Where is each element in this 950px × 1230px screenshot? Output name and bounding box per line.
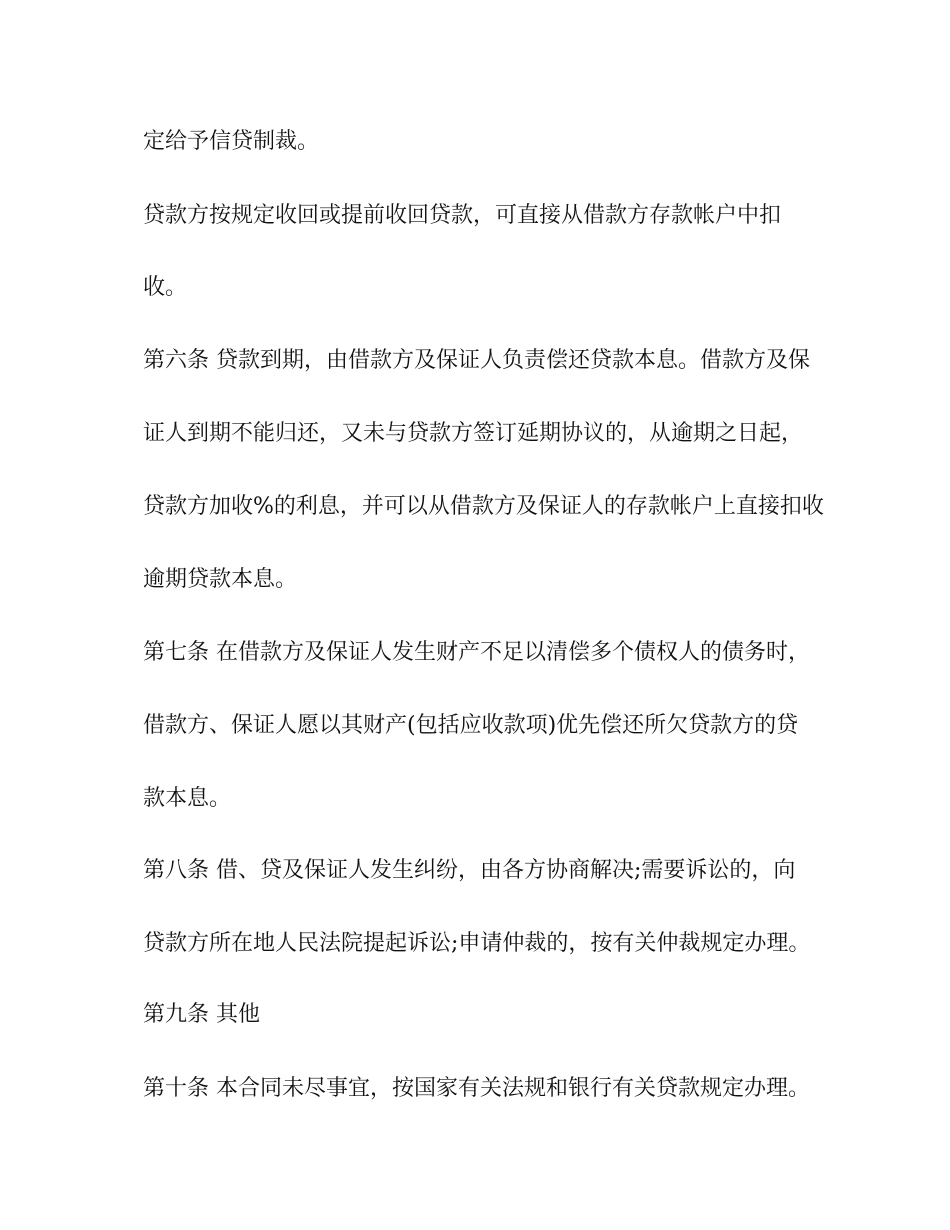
text-line: 逾期贷款本息。 (143, 567, 298, 592)
text-line: 借款方、保证人愿以其财产(包括应收款项)优先偿还所欠贷款方的贷 (143, 713, 799, 738)
text-line: 贷款方加收%的利息，并可以从借款方及保证人的存款帐户上直接扣收 (143, 494, 824, 519)
text-line: 贷款方按规定收回或提前收回贷款，可直接从借款方存款帐户中扣 (143, 203, 782, 228)
text-line: 款本息。 (143, 786, 232, 811)
text-line: 第七条 在借款方及保证人发生财产不足以清偿多个债权人的债务时， (143, 640, 810, 665)
text-line: 贷款方所在地人民法院提起诉讼;申请仲裁的，按有关仲裁规定办理。 (143, 931, 811, 956)
text-line: 第六条 贷款到期，由借款方及保证人负责偿还贷款本息。借款方及保 (143, 348, 810, 373)
text-line: 收。 (143, 275, 188, 300)
text-line: 第九条 其他 (143, 1002, 260, 1027)
text-line: 第十条 本合同未尽事宜，按国家有关法规和银行有关贷款规定办理。 (143, 1076, 810, 1101)
text-line: 证人到期不能归还，又未与贷款方签订延期协议的，从逾期之日起， (143, 421, 804, 446)
text-line: 第八条 借、贷及保证人发生纠纷，由各方协商解决;需要诉讼的，向 (143, 858, 796, 883)
text-line: 定给予信贷制裁。 (143, 129, 320, 154)
